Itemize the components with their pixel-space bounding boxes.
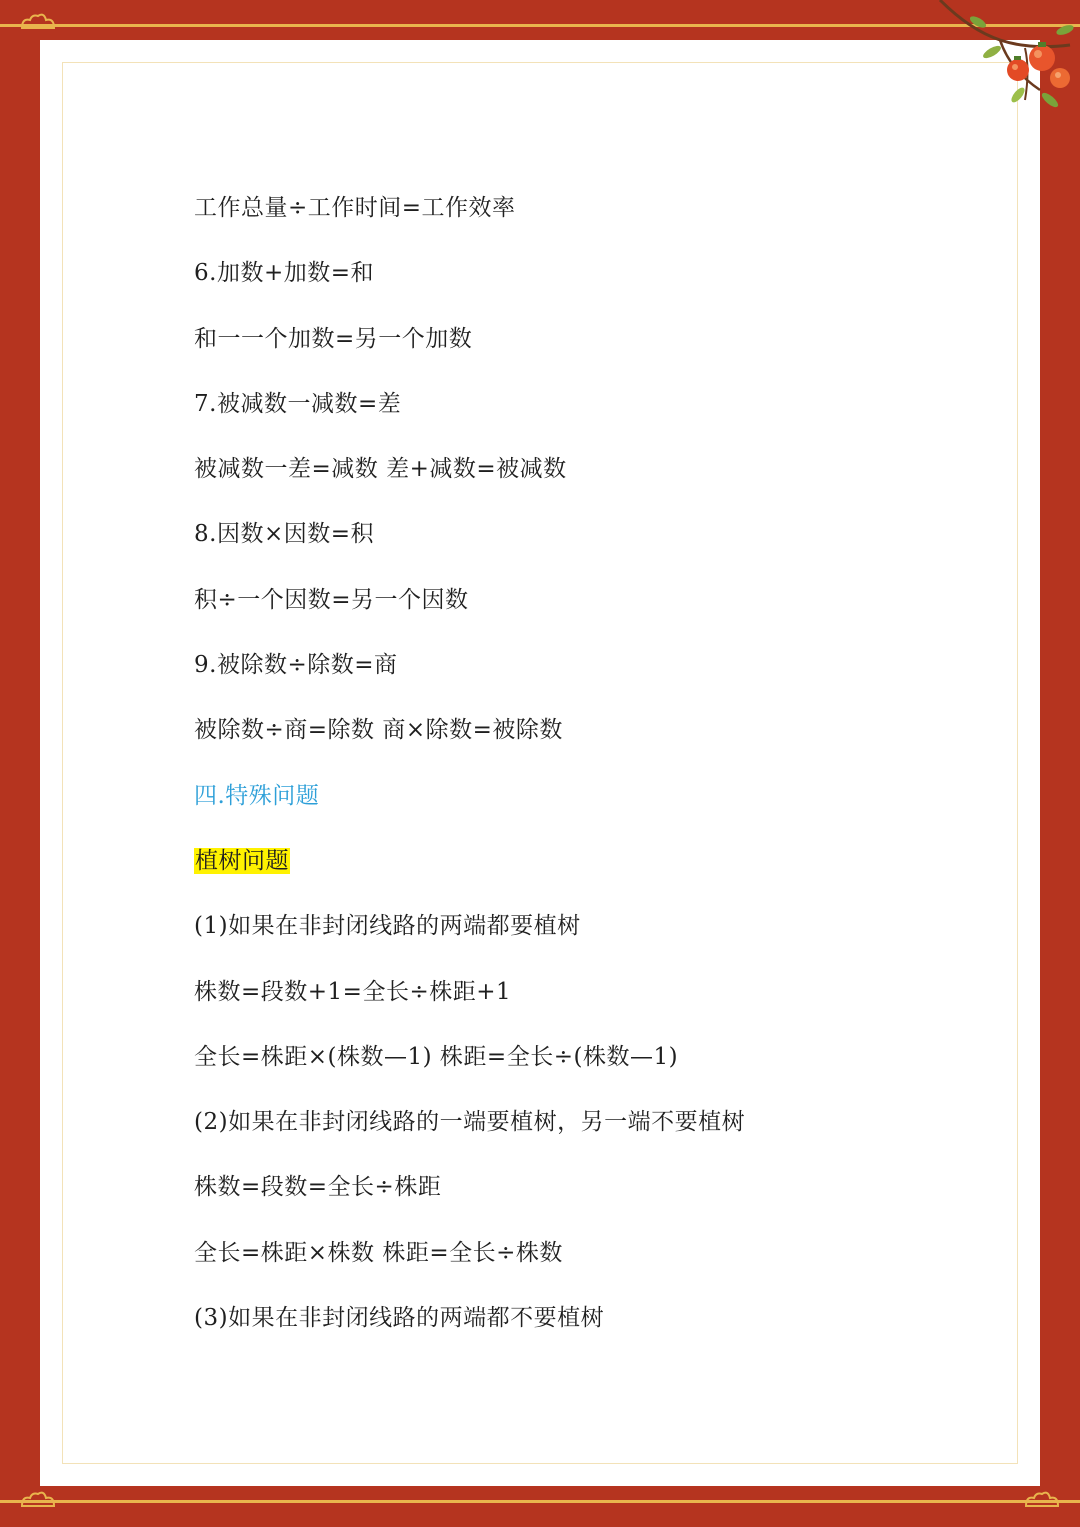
text-line: 全长=株距×(株数—1) 株距=全长÷(株数—1) [194,1043,679,1070]
bottom-gold-line [0,1500,1080,1503]
auspicious-cloud-icon [18,12,58,32]
text-line: 株数=段数+1=全长÷株距+1 [194,978,512,1005]
persimmon-branch-icon [930,0,1080,120]
text-line: 株数=段数=全长÷株距 [194,1174,442,1201]
text-line: (3)如果在非封闭线路的两端都不要植树 [194,1305,605,1332]
text-line: 积÷一个因数=另一个因数 [194,586,469,613]
highlighted-subheading: 植树问题 [195,847,289,874]
text-line: 9.被除数÷除数=商 [194,652,398,679]
text-line: 被减数一差=减数 差+减数=被减数 [194,456,567,483]
auspicious-cloud-icon [1022,1490,1062,1510]
text-line: 工作总量÷工作时间=工作效率 [194,195,516,221]
text-line: 和一一个加数=另一个加数 [194,325,473,352]
text-line: 全长=株距×株数 株距=全长÷株数 [194,1239,563,1266]
text-line: 6.加数+加数=和 [194,260,374,287]
text-line: 被除数÷商=除数 商×除数=被除数 [194,717,563,744]
text-line: (1)如果在非封闭线路的两端都要植树 [194,913,581,940]
top-gold-line [0,24,1080,27]
section-heading: 四.特殊问题 [194,782,320,809]
document-content [194,188,974,1363]
auspicious-cloud-icon [18,1490,58,1510]
text-line: 8.因数×因数=积 [194,521,374,548]
text-line: (2)如果在非封闭线路的一端要植树，另一端不要植树 [194,1109,746,1136]
text-line: 7.被减数一减数=差 [194,390,402,417]
document-page [40,40,1040,1486]
subheading-line [194,841,974,906]
